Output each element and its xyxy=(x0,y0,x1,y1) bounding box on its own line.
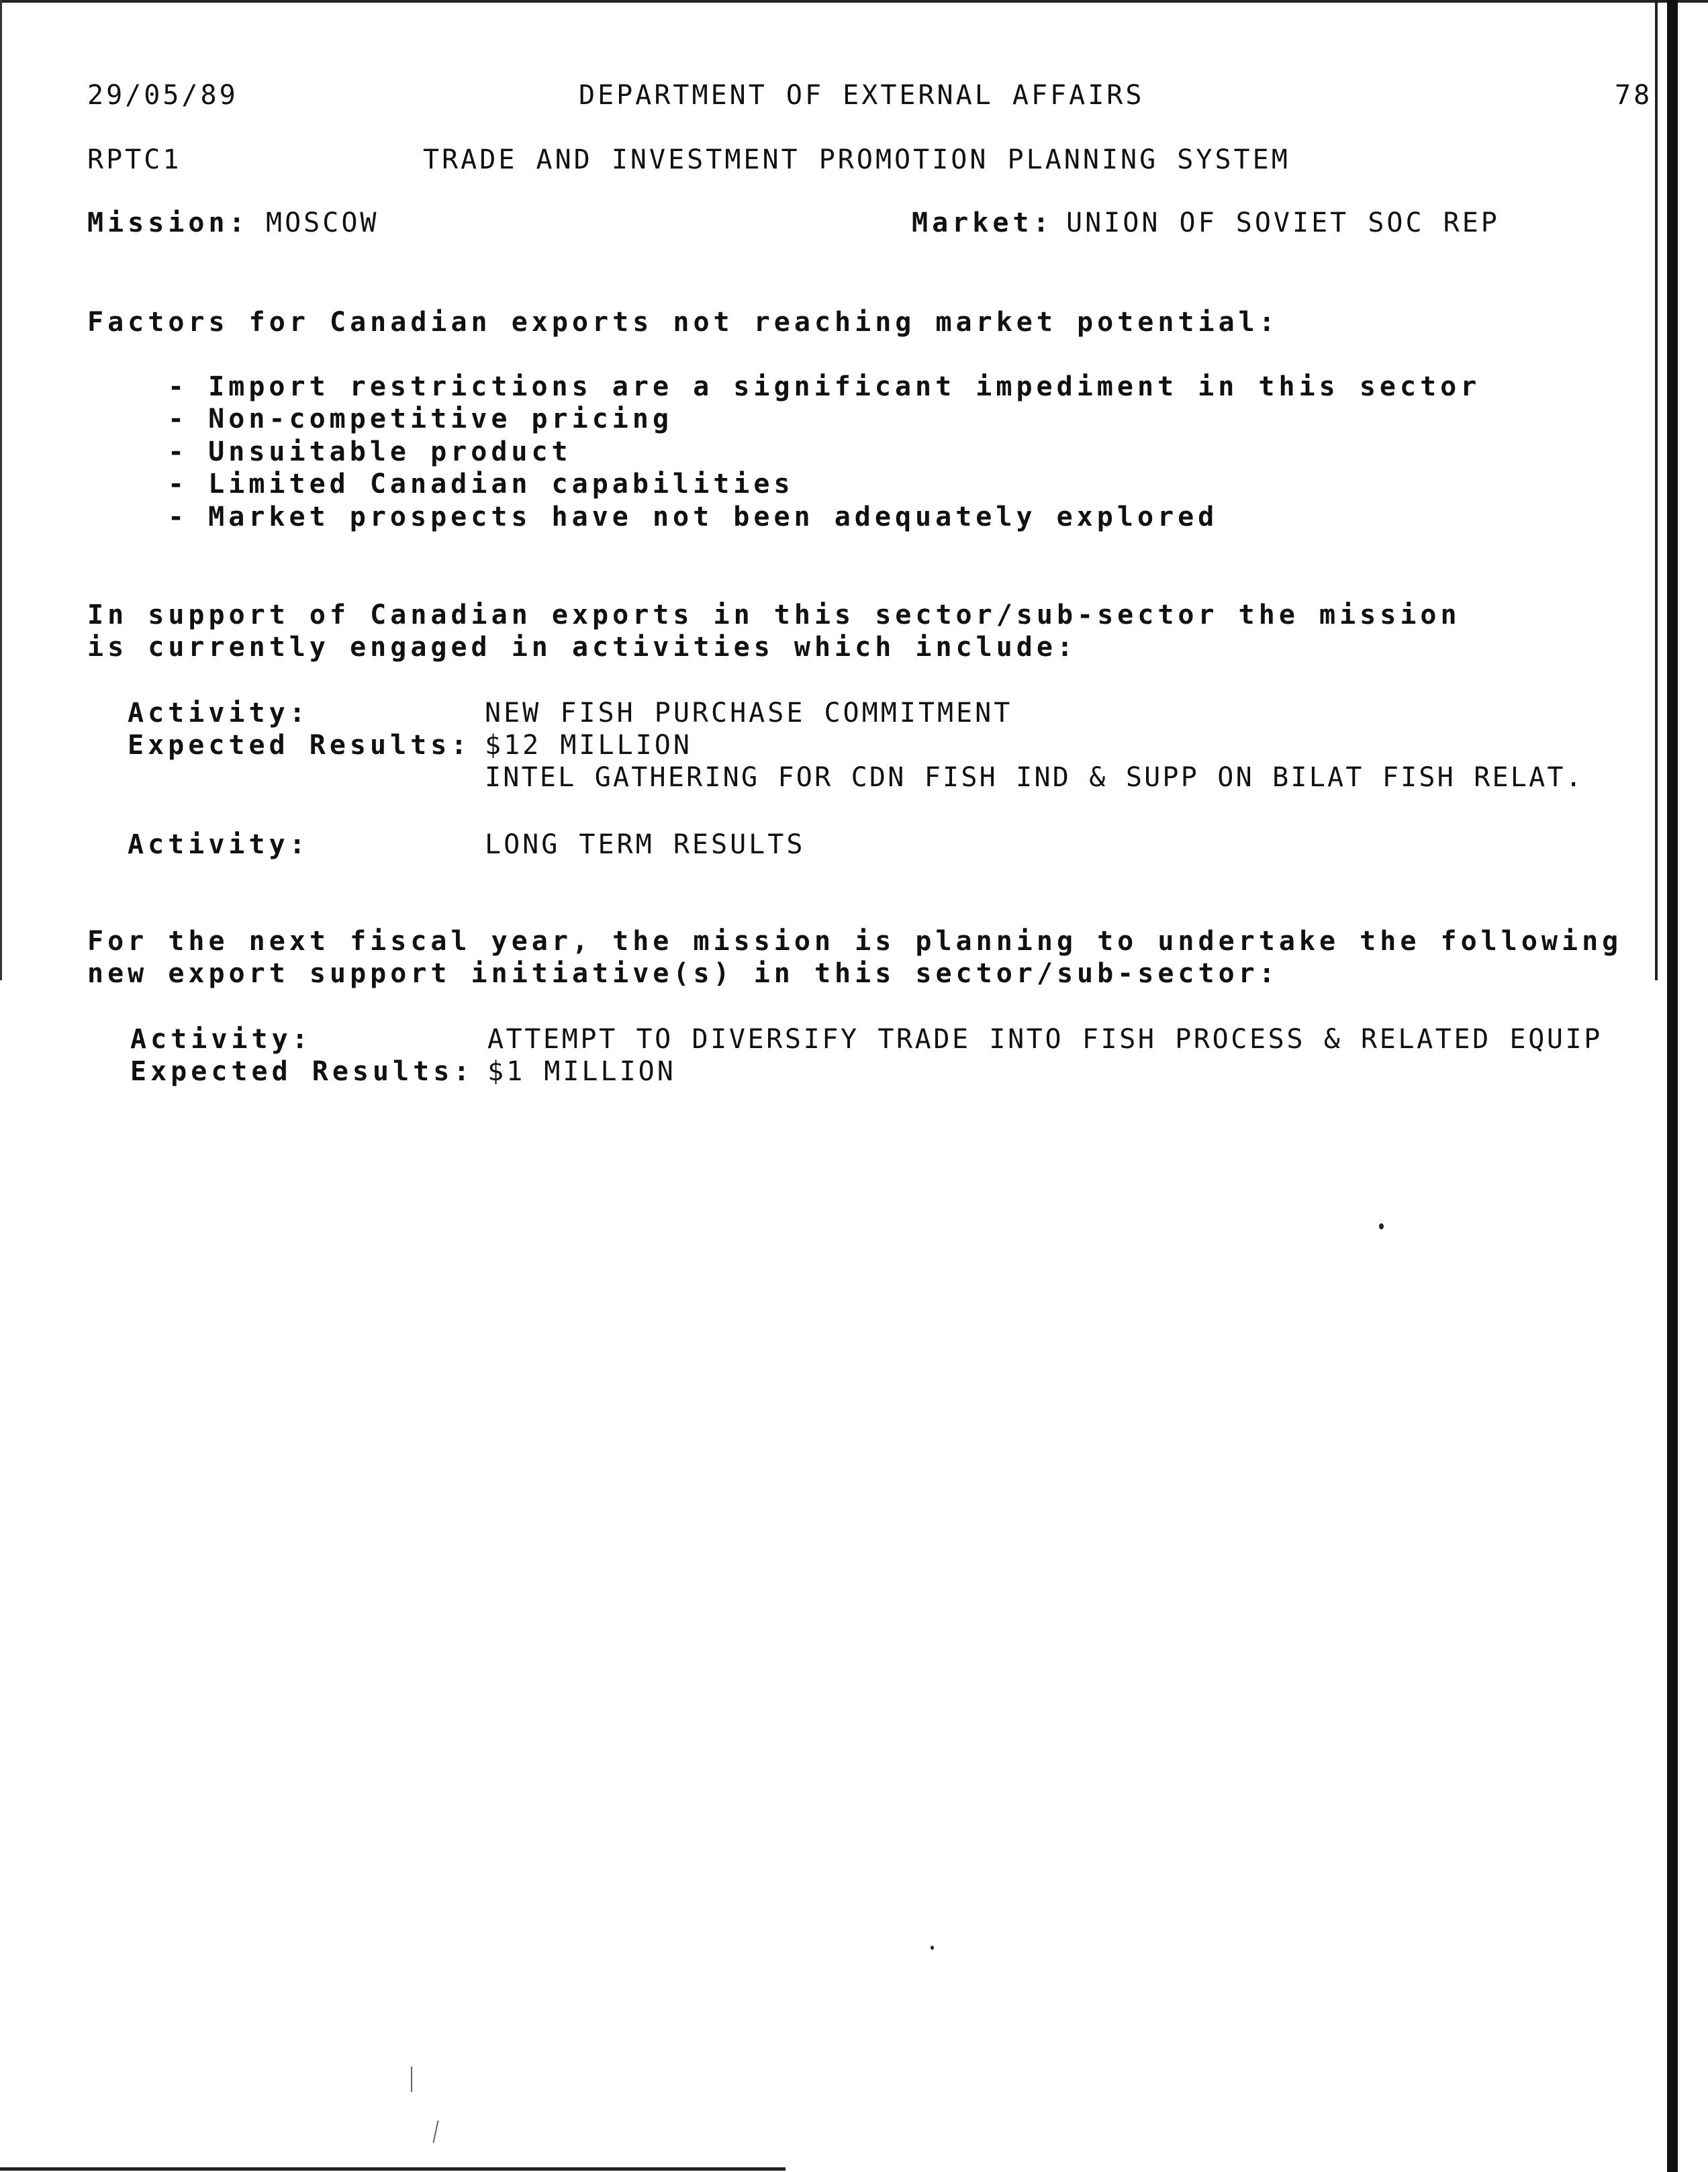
scan-edge-right-thin xyxy=(1655,0,1658,980)
expected-results-value: INTEL GATHERING FOR CDN FISH IND & SUPP ON BILAT FISH RELAT. xyxy=(485,762,1584,793)
scan-speck xyxy=(1379,1223,1384,1229)
system-title: TRADE AND INVESTMENT PROMOTION PLANNING SYSTEM xyxy=(423,144,1290,175)
factor-item: - Limited Canadian capabilities xyxy=(168,469,794,500)
factor-item: - Unsuitable product xyxy=(168,436,572,467)
factors-heading: Factors for Canadian exports not reaching market potential: xyxy=(87,307,1279,338)
scan-edge-top xyxy=(0,0,1708,3)
market-label: Market: xyxy=(912,207,1053,238)
activity-label: Activity: xyxy=(130,1024,312,1055)
scan-edge-right xyxy=(1667,0,1678,2172)
scan-edge-bottom xyxy=(0,2167,786,2171)
page-number: 78 xyxy=(1615,80,1653,111)
factor-item: - Market prospects have not been adequately explored xyxy=(168,502,1219,532)
scan-stroke xyxy=(432,2120,438,2143)
activity-value: LONG TERM RESULTS xyxy=(485,829,806,860)
expected-results-value: $1 MILLION xyxy=(487,1056,676,1087)
scan-speck xyxy=(931,1946,934,1950)
expected-results-label: Expected Results: xyxy=(130,1056,474,1087)
report-date: 29/05/89 xyxy=(87,80,238,111)
mission-value: MOSCOW xyxy=(266,207,379,238)
department-title: DEPARTMENT OF EXTERNAL AFFAIRS xyxy=(579,80,1145,111)
next-year-intro-line1: For the next fiscal year, the mission is planning to undertake the following xyxy=(87,926,1623,957)
current-support-intro-line1: In support of Canadian exports in this sector/sub-sector the mission xyxy=(87,600,1461,630)
report-code: RPTC1 xyxy=(87,144,182,175)
scan-stroke xyxy=(411,2067,412,2092)
factor-item: - Non-competitive pricing xyxy=(168,404,673,434)
activity-label: Activity: xyxy=(128,698,310,728)
expected-results-value: $12 MILLION xyxy=(485,730,692,761)
factor-item: - Import restrictions are a significant impediment in this sector xyxy=(168,371,1481,402)
next-year-intro-line2: new export support initiative(s) in this sector/sub-sector: xyxy=(87,958,1279,989)
current-support-intro-line2: is currently engaged in activities which include: xyxy=(87,632,1078,663)
activity-label: Activity: xyxy=(128,829,310,860)
scan-edge-left xyxy=(0,0,2,980)
activity-value: NEW FISH PURCHASE COMMITMENT xyxy=(485,698,1013,728)
market-value: UNION OF SOVIET SOC REP xyxy=(1066,207,1500,238)
activity-value: ATTEMPT TO DIVERSIFY TRADE INTO FISH PROCESS & RELATED EQUIP xyxy=(487,1024,1603,1055)
mission-label: Mission: xyxy=(87,207,249,238)
expected-results-label: Expected Results: xyxy=(128,730,471,761)
